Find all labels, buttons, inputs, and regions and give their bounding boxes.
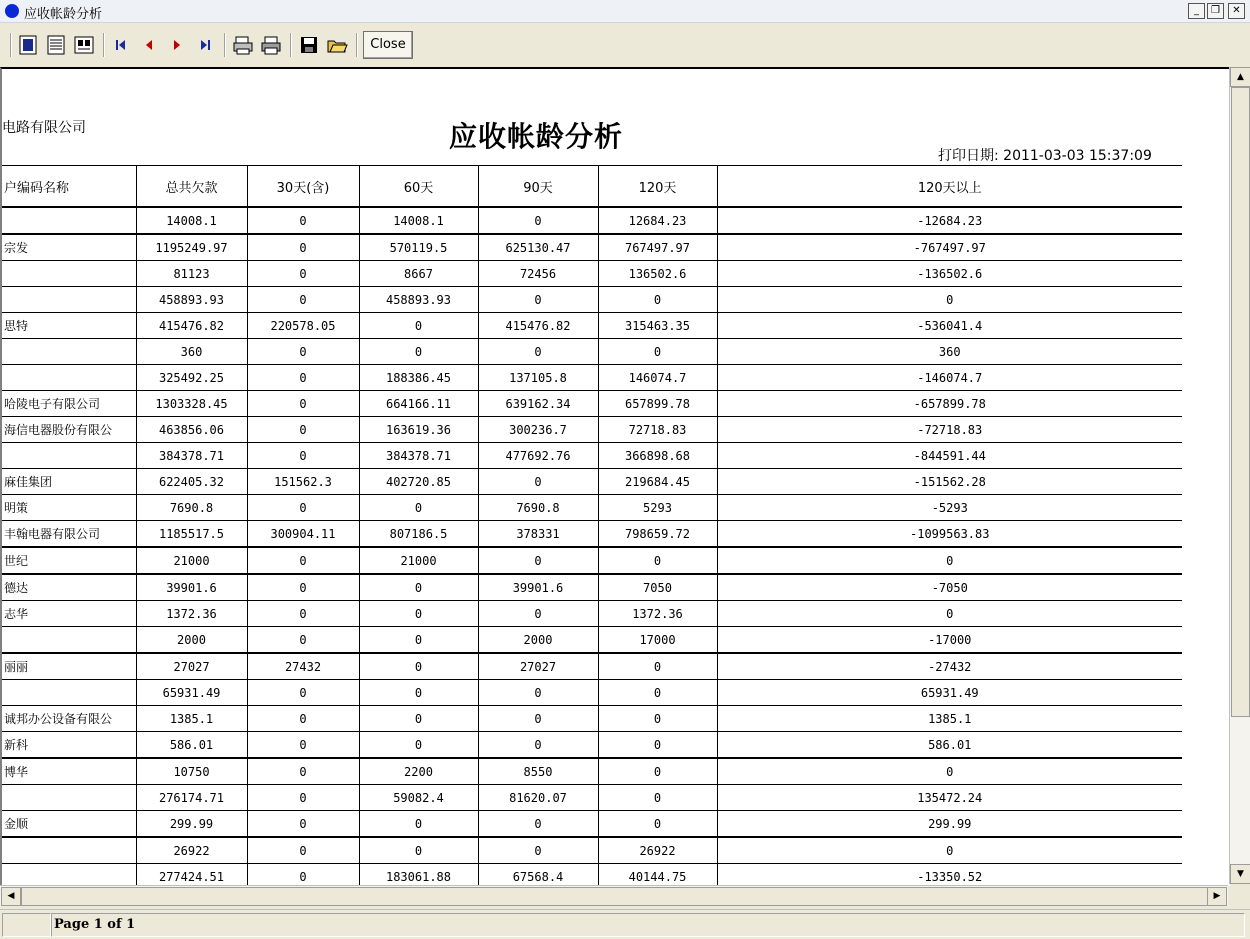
amount-cell: 0 [247, 207, 359, 234]
customer-name-cell: 麻佳集团 [2, 469, 136, 495]
customer-name-cell: 思特 [2, 313, 136, 339]
amount-cell: 1385.1 [136, 706, 247, 732]
amount-cell: 26922 [136, 837, 247, 864]
table-row [2, 706, 1182, 732]
customer-name-cell: 丰翰电器有限公司 [2, 521, 136, 548]
table-row [2, 732, 1182, 759]
table-row [2, 837, 1182, 864]
page-width-view-icon[interactable] [45, 34, 67, 56]
customer-name-cell [2, 837, 136, 864]
amount-cell: -657899.78 [717, 391, 1182, 417]
amount-cell: 220578.05 [247, 313, 359, 339]
amount-cell: 1185517.5 [136, 521, 247, 548]
window-title: 应收帐龄分析 [24, 7, 103, 22]
amount-cell: 1195249.97 [136, 234, 247, 261]
amount-cell: 21000 [359, 547, 478, 574]
amount-cell: 477692.76 [478, 443, 598, 469]
amount-cell: 798659.72 [598, 521, 717, 548]
amount-cell: 0 [359, 811, 478, 838]
scroll-left-icon[interactable]: ◀ [1, 887, 21, 906]
table-header [2, 166, 1182, 208]
status-pane [2, 913, 51, 937]
amount-cell: 0 [359, 495, 478, 521]
amount-cell: 39901.6 [136, 574, 247, 601]
single-page-view-icon[interactable] [17, 34, 39, 56]
amount-cell: 807186.5 [359, 521, 478, 548]
vertical-scroll-thumb[interactable] [1231, 87, 1250, 717]
amount-cell: 10750 [136, 758, 247, 785]
report-preview [0, 67, 1230, 886]
amount-cell: 0 [478, 811, 598, 838]
amount-cell: 0 [478, 287, 598, 313]
amount-cell: 0 [598, 680, 717, 706]
amount-cell: 0 [598, 287, 717, 313]
amount-cell: 14008.1 [136, 207, 247, 234]
amount-cell: 0 [247, 864, 359, 887]
close-window-button[interactable]: ✕ [1228, 3, 1245, 19]
amount-cell: 0 [598, 706, 717, 732]
customer-name-cell [2, 207, 136, 234]
column-header: 120天 [598, 166, 717, 208]
amount-cell: -7050 [717, 574, 1182, 601]
app-icon [5, 4, 19, 18]
table-row [2, 653, 1182, 680]
amount-cell: 0 [359, 339, 478, 365]
amount-cell: 72718.83 [598, 417, 717, 443]
customer-name-cell: 明策 [2, 495, 136, 521]
amount-cell: 0 [598, 732, 717, 759]
amount-cell: 0 [598, 653, 717, 680]
amount-cell: 315463.35 [598, 313, 717, 339]
amount-cell: 0 [717, 547, 1182, 574]
amount-cell: 1372.36 [136, 601, 247, 627]
table-row [2, 495, 1182, 521]
amount-cell: -13350.52 [717, 864, 1182, 887]
amount-cell: 0 [359, 601, 478, 627]
table-row [2, 864, 1182, 887]
amount-cell: -536041.4 [717, 313, 1182, 339]
amount-cell: 0 [247, 391, 359, 417]
amount-cell: 300904.11 [247, 521, 359, 548]
amount-cell: -767497.97 [717, 234, 1182, 261]
table-row [2, 417, 1182, 443]
amount-cell: 0 [359, 313, 478, 339]
amount-cell: 586.01 [717, 732, 1182, 759]
amount-cell: 0 [717, 758, 1182, 785]
amount-cell: 146074.7 [598, 365, 717, 391]
customer-name-cell [2, 287, 136, 313]
amount-cell: 135472.24 [717, 785, 1182, 811]
amount-cell: 7690.8 [478, 495, 598, 521]
amount-cell: 40144.75 [598, 864, 717, 887]
amount-cell: 0 [359, 627, 478, 654]
amount-cell: 183061.88 [359, 864, 478, 887]
next-page-icon[interactable] [166, 34, 188, 56]
company-name: 电路有限公司 [2, 120, 86, 136]
amount-cell: 622405.32 [136, 469, 247, 495]
table-row [2, 601, 1182, 627]
amount-cell: 0 [247, 547, 359, 574]
amount-cell: 2000 [478, 627, 598, 654]
table-row [2, 313, 1182, 339]
amount-cell: 463856.06 [136, 417, 247, 443]
amount-cell: 8667 [359, 261, 478, 287]
amount-cell: 276174.71 [136, 785, 247, 811]
amount-cell: 0 [247, 706, 359, 732]
table-row [2, 234, 1182, 261]
amount-cell: 0 [717, 601, 1182, 627]
toolbar-separator [103, 33, 105, 57]
customer-name-cell [2, 339, 136, 365]
amount-cell: 402720.85 [359, 469, 478, 495]
amount-cell: -146074.7 [717, 365, 1182, 391]
print-icon[interactable] [260, 34, 282, 56]
customer-name-cell: 丽丽 [2, 653, 136, 680]
amount-cell: 570119.5 [359, 234, 478, 261]
amount-cell: 0 [717, 287, 1182, 313]
amount-cell: 12684.23 [598, 207, 717, 234]
table-row [2, 391, 1182, 417]
table-row [2, 811, 1182, 838]
amount-cell: 0 [247, 627, 359, 654]
amount-cell: 0 [598, 758, 717, 785]
table-row [2, 574, 1182, 601]
customer-name-cell [2, 443, 136, 469]
amount-cell: 7050 [598, 574, 717, 601]
table-row [2, 207, 1182, 234]
customer-name-cell: 宗发 [2, 234, 136, 261]
amount-cell: 65931.49 [717, 680, 1182, 706]
column-header: 户编码名称 [2, 166, 136, 208]
amount-cell: 27027 [478, 653, 598, 680]
scroll-right-icon[interactable]: ▶ [1207, 887, 1227, 906]
customer-name-cell [2, 261, 136, 287]
amount-cell: 0 [478, 601, 598, 627]
column-header: 120天以上 [717, 166, 1182, 208]
column-header: 30天(含) [247, 166, 359, 208]
customer-name-cell: 志华 [2, 601, 136, 627]
last-page-icon[interactable] [194, 34, 216, 56]
amount-cell: 0 [478, 469, 598, 495]
amount-cell: 325492.25 [136, 365, 247, 391]
table-row [2, 521, 1182, 548]
first-page-icon[interactable] [110, 34, 132, 56]
amount-cell: 0 [478, 339, 598, 365]
amount-cell: -1099563.83 [717, 521, 1182, 548]
amount-cell: 639162.34 [478, 391, 598, 417]
amount-cell: 0 [247, 365, 359, 391]
page-indicator: Page 1 of 1 [51, 913, 1245, 937]
amount-cell: 137105.8 [478, 365, 598, 391]
amount-cell: 0 [478, 547, 598, 574]
amount-cell: -27432 [717, 653, 1182, 680]
vertical-scrollbar[interactable] [1229, 67, 1250, 884]
previous-page-icon[interactable] [138, 34, 160, 56]
amount-cell: 0 [359, 837, 478, 864]
amount-cell: -5293 [717, 495, 1182, 521]
toolbar-separator [224, 33, 226, 57]
table-row [2, 785, 1182, 811]
amount-cell: 415476.82 [478, 313, 598, 339]
amount-cell: 39901.6 [478, 574, 598, 601]
amount-cell: 163619.36 [359, 417, 478, 443]
amount-cell: 0 [247, 601, 359, 627]
amount-cell: 360 [717, 339, 1182, 365]
amount-cell: 0 [247, 339, 359, 365]
amount-cell: 17000 [598, 627, 717, 654]
amount-cell: 0 [478, 706, 598, 732]
customer-name-cell: 哈陵电子有限公司 [2, 391, 136, 417]
amount-cell: 664166.11 [359, 391, 478, 417]
amount-cell: 458893.93 [136, 287, 247, 313]
amount-cell: 59082.4 [359, 785, 478, 811]
amount-cell: 8550 [478, 758, 598, 785]
table-row [2, 469, 1182, 495]
report-title: 应收帐龄分析 [449, 120, 624, 153]
amount-cell: 0 [247, 732, 359, 759]
customer-name-cell: 诚邦办公设备有限公 [2, 706, 136, 732]
amount-cell: 0 [247, 287, 359, 313]
report-table [2, 165, 1182, 886]
amount-cell: -151562.28 [717, 469, 1182, 495]
table-body [2, 207, 1182, 886]
amount-cell: 14008.1 [359, 207, 478, 234]
amount-cell: -844591.44 [717, 443, 1182, 469]
minimize-button[interactable]: _ [1188, 3, 1205, 19]
amount-cell: 65931.49 [136, 680, 247, 706]
amount-cell: 767497.97 [598, 234, 717, 261]
table-row [2, 547, 1182, 574]
amount-cell: -136502.6 [717, 261, 1182, 287]
amount-cell: 21000 [136, 547, 247, 574]
toolbar-separator [356, 33, 358, 57]
close-button[interactable]: Close [363, 31, 413, 59]
amount-cell: 0 [247, 495, 359, 521]
amount-cell: 0 [598, 339, 717, 365]
amount-cell: 0 [247, 680, 359, 706]
amount-cell: 0 [478, 680, 598, 706]
amount-cell: 0 [598, 547, 717, 574]
save-icon[interactable] [298, 34, 320, 56]
amount-cell: 2200 [359, 758, 478, 785]
amount-cell: 81123 [136, 261, 247, 287]
amount-cell: 366898.68 [598, 443, 717, 469]
amount-cell: -17000 [717, 627, 1182, 654]
amount-cell: 0 [478, 207, 598, 234]
amount-cell: 136502.6 [598, 261, 717, 287]
customer-name-cell: 博华 [2, 758, 136, 785]
amount-cell: 1303328.45 [136, 391, 247, 417]
customer-name-cell: 新科 [2, 732, 136, 759]
toolbar-separator [290, 33, 292, 57]
amount-cell: 1372.36 [598, 601, 717, 627]
amount-cell: 378331 [478, 521, 598, 548]
amount-cell: 151562.3 [247, 469, 359, 495]
amount-cell: 81620.07 [478, 785, 598, 811]
amount-cell: 72456 [478, 261, 598, 287]
amount-cell: 384378.71 [136, 443, 247, 469]
amount-cell: 0 [247, 758, 359, 785]
table-row [2, 261, 1182, 287]
amount-cell: 26922 [598, 837, 717, 864]
amount-cell: 0 [598, 785, 717, 811]
table-row [2, 365, 1182, 391]
table-row [2, 443, 1182, 469]
amount-cell: 0 [247, 811, 359, 838]
amount-cell: 27027 [136, 653, 247, 680]
amount-cell: 7690.8 [136, 495, 247, 521]
amount-cell: 300236.7 [478, 417, 598, 443]
customer-name-cell [2, 627, 136, 654]
amount-cell: 415476.82 [136, 313, 247, 339]
amount-cell: 0 [247, 234, 359, 261]
status-bar [0, 909, 1250, 939]
amount-cell: 0 [359, 574, 478, 601]
title-bar [0, 0, 1250, 23]
amount-cell: 0 [247, 837, 359, 864]
amount-cell: 0 [247, 443, 359, 469]
table-row [2, 287, 1182, 313]
amount-cell: 0 [247, 261, 359, 287]
restore-button[interactable]: ❐ [1207, 3, 1224, 19]
customer-name-cell: 德达 [2, 574, 136, 601]
customer-name-cell [2, 680, 136, 706]
toolbar [0, 23, 1250, 68]
amount-cell: 0 [247, 785, 359, 811]
customer-name-cell: 海信电器股份有限公 [2, 417, 136, 443]
print-date: 打印日期: 2011-03-03 15:37:09 [938, 148, 1152, 164]
amount-cell: 0 [359, 653, 478, 680]
amount-cell: 0 [717, 837, 1182, 864]
table-row [2, 680, 1182, 706]
table-row [2, 758, 1182, 785]
amount-cell: 0 [478, 732, 598, 759]
customer-name-cell [2, 785, 136, 811]
table-row [2, 627, 1182, 654]
amount-cell: 27432 [247, 653, 359, 680]
horizontal-scroll-thumb[interactable] [21, 887, 1209, 906]
customer-name-cell [2, 365, 136, 391]
amount-cell: 2000 [136, 627, 247, 654]
horizontal-scrollbar[interactable] [0, 885, 1228, 906]
customer-name-cell: 世纪 [2, 547, 136, 574]
amount-cell: 299.99 [717, 811, 1182, 838]
amount-cell: 586.01 [136, 732, 247, 759]
amount-cell: -12684.23 [717, 207, 1182, 234]
amount-cell: 5293 [598, 495, 717, 521]
amount-cell: 657899.78 [598, 391, 717, 417]
column-header: 60天 [359, 166, 478, 208]
amount-cell: 0 [359, 732, 478, 759]
amount-cell: 0 [598, 811, 717, 838]
column-header: 总共欠款 [136, 166, 247, 208]
scroll-up-icon[interactable]: ▲ [1230, 67, 1250, 87]
toolbar-separator [10, 33, 12, 57]
customer-name-cell: 金顺 [2, 811, 136, 838]
amount-cell: 0 [247, 574, 359, 601]
amount-cell: 299.99 [136, 811, 247, 838]
amount-cell: 625130.47 [478, 234, 598, 261]
amount-cell: 360 [136, 339, 247, 365]
amount-cell: -72718.83 [717, 417, 1182, 443]
scroll-down-icon[interactable]: ▼ [1230, 864, 1250, 884]
amount-cell: 0 [478, 837, 598, 864]
amount-cell: 188386.45 [359, 365, 478, 391]
amount-cell: 219684.45 [598, 469, 717, 495]
amount-cell: 0 [247, 417, 359, 443]
amount-cell: 0 [359, 706, 478, 732]
amount-cell: 0 [359, 680, 478, 706]
table-row [2, 339, 1182, 365]
amount-cell: 67568.4 [478, 864, 598, 887]
amount-cell: 458893.93 [359, 287, 478, 313]
customer-name-cell [2, 864, 136, 887]
amount-cell: 277424.51 [136, 864, 247, 887]
amount-cell: 1385.1 [717, 706, 1182, 732]
print-setup-icon[interactable] [232, 34, 254, 56]
amount-cell: 384378.71 [359, 443, 478, 469]
open-folder-icon[interactable] [326, 34, 348, 56]
column-header: 90天 [478, 166, 598, 208]
multi-page-view-icon[interactable] [73, 34, 95, 56]
